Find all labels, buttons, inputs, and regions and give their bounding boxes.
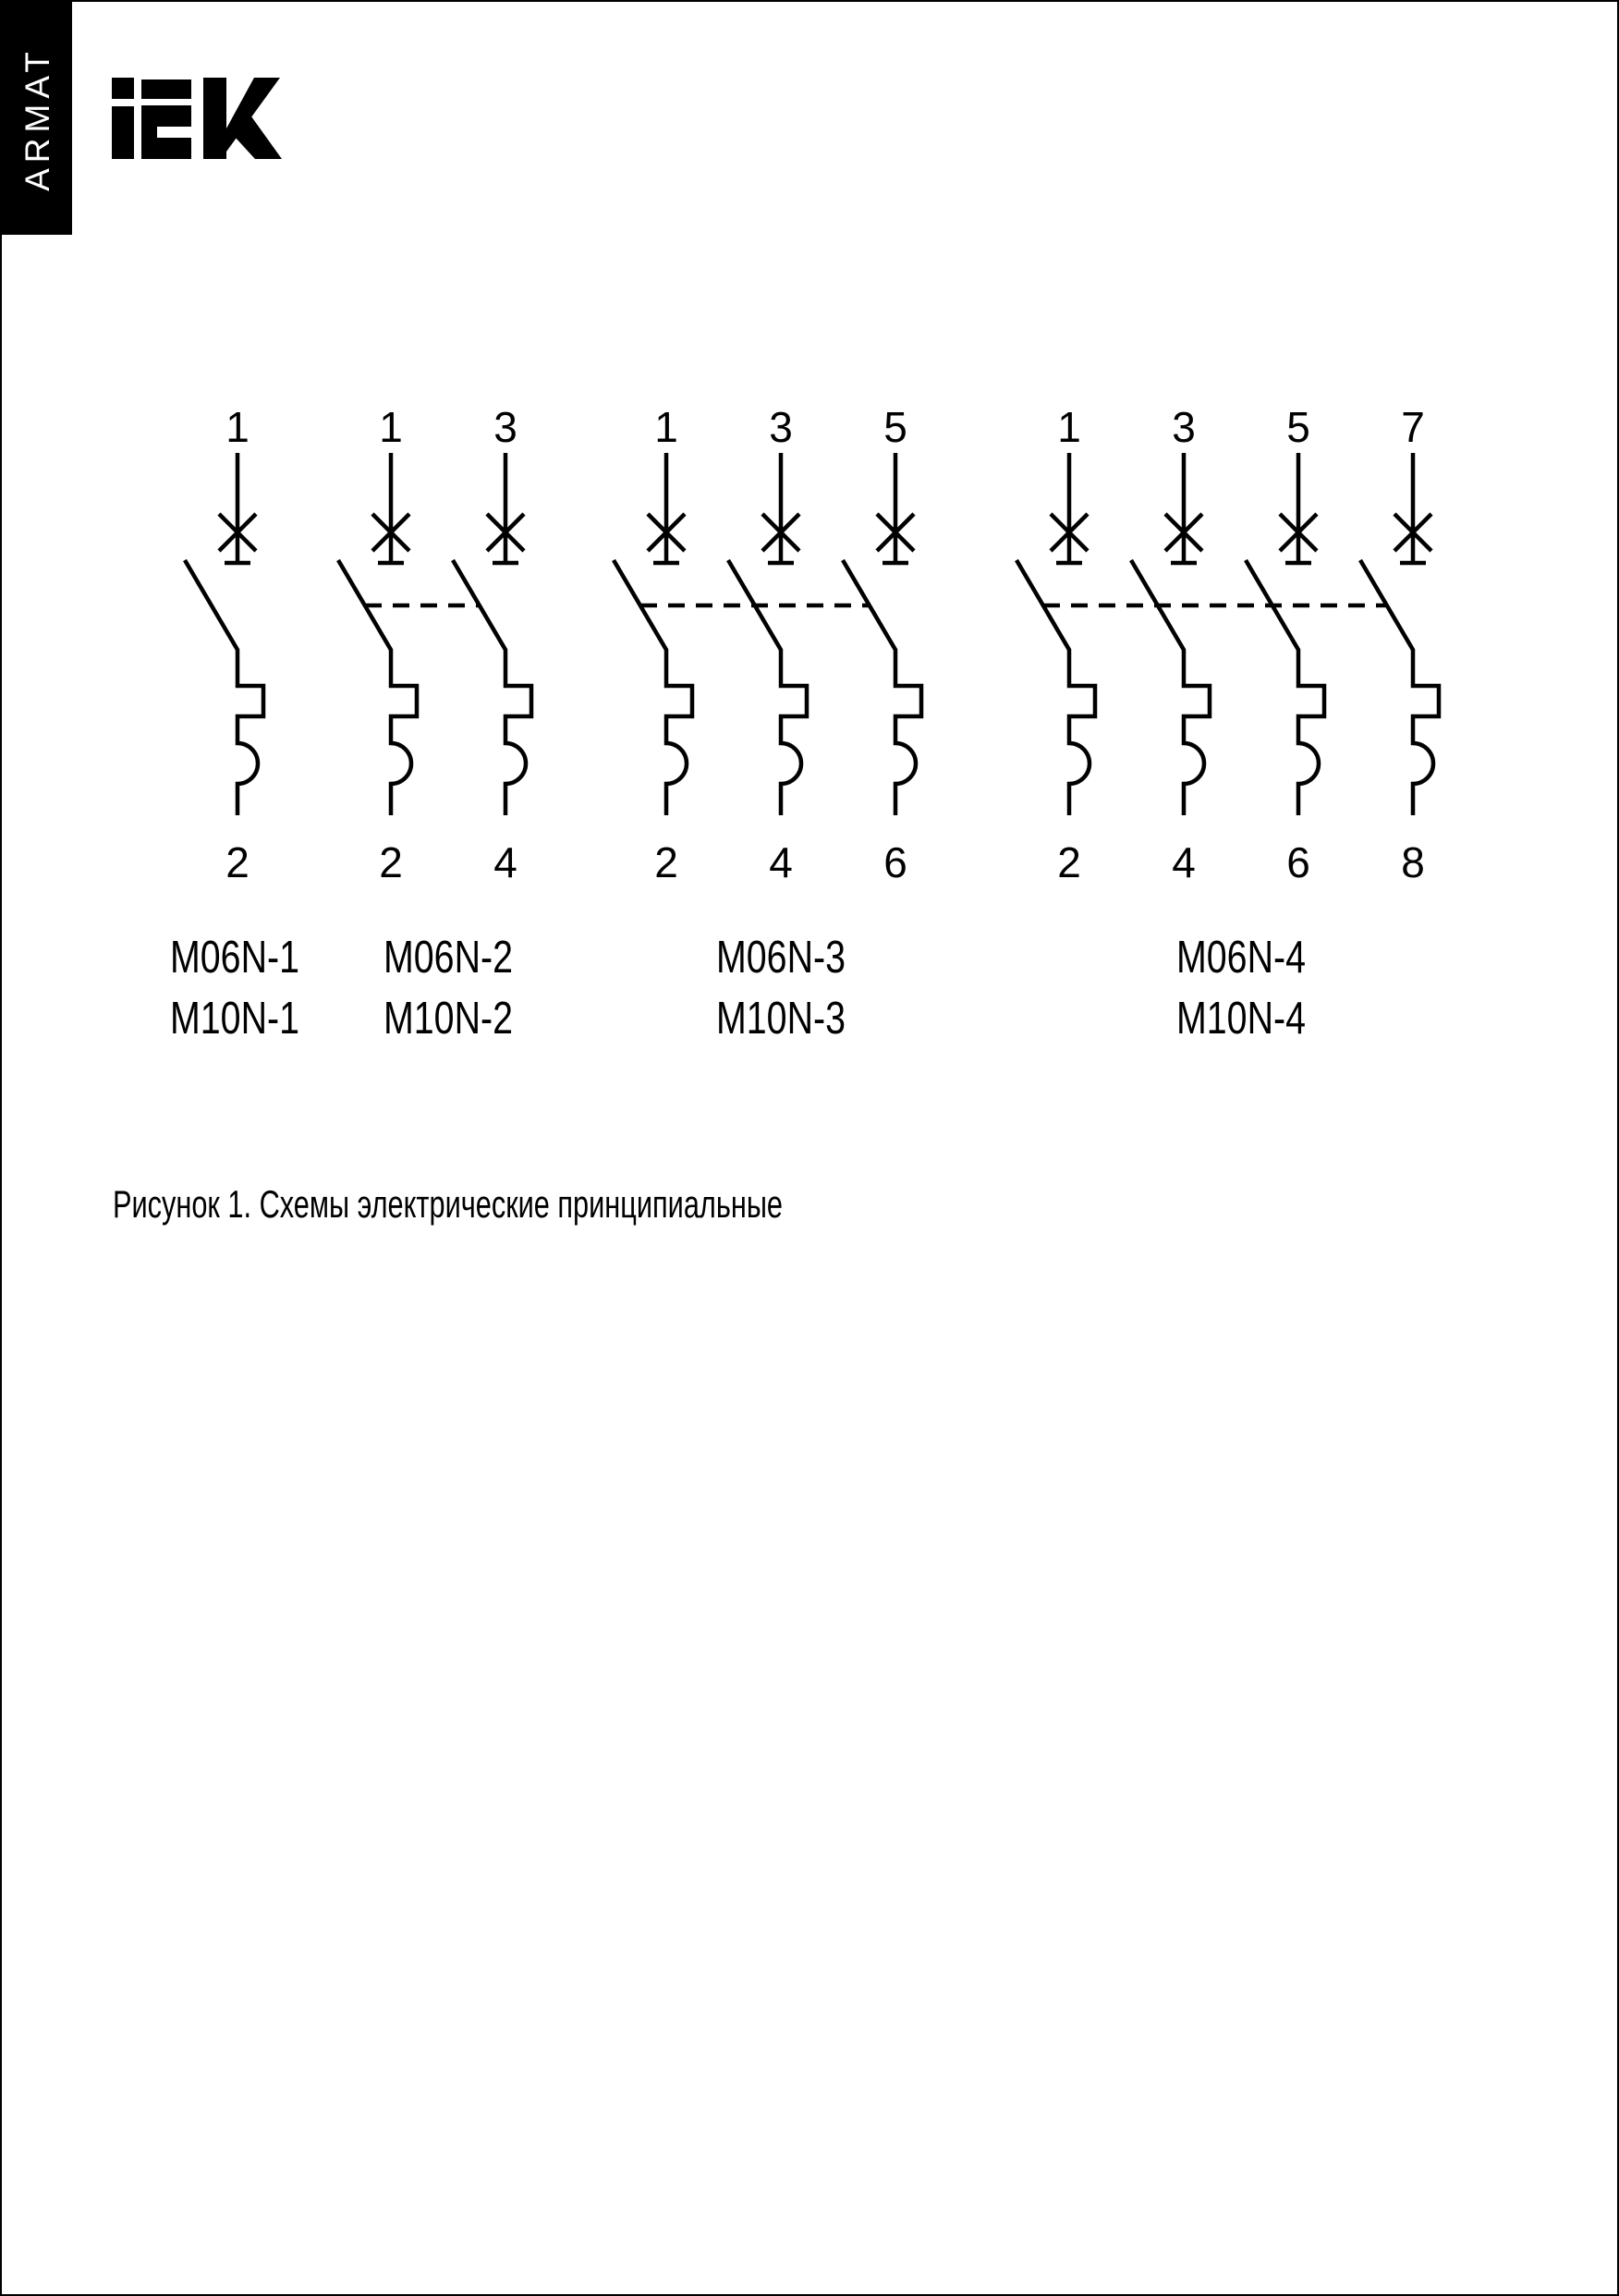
- schematic-figure: [2, 390, 1619, 1240]
- breaker-pole-symbol: [1246, 453, 1324, 815]
- terminal-number-top: 1: [1057, 403, 1081, 451]
- terminal-number-top: 1: [379, 403, 403, 451]
- terminal-number-bottom: 6: [883, 838, 907, 886]
- diagram-group-4: [1016, 403, 1439, 1044]
- breaker-pole-symbol: [185, 453, 263, 815]
- terminal-number-bottom: 4: [769, 838, 793, 886]
- breaker-pole-symbol: [614, 453, 692, 815]
- terminal-number-bottom: 2: [1057, 838, 1081, 886]
- diagram-group-1: [170, 403, 299, 1044]
- breaker-pole-symbol: [338, 453, 417, 815]
- terminal-number-top: 7: [1401, 403, 1425, 451]
- terminal-number-bottom: 6: [1286, 838, 1310, 886]
- terminal-number-top: 3: [493, 403, 517, 451]
- logo-i-dot: [112, 78, 134, 99]
- figure-caption: Рисунок 1. Схемы электрические принципиальные: [113, 1182, 783, 1226]
- breaker-pole-symbol: [1016, 453, 1095, 815]
- model-label: M10N-2: [383, 994, 513, 1044]
- armat-label: ARMAT: [18, 45, 56, 191]
- terminal-number-bottom: 8: [1401, 838, 1425, 886]
- breaker-pole-symbol: [1360, 453, 1439, 815]
- armat-sidebar: [2, 2, 72, 235]
- terminal-number-top: 5: [1286, 403, 1310, 451]
- terminal-number-top: 1: [225, 403, 250, 451]
- terminal-number-bottom: 2: [379, 838, 403, 886]
- breaker-pole-symbol: [1131, 453, 1210, 815]
- diagram-group-2: [338, 403, 531, 1044]
- iek-logo-glyphs: [112, 78, 282, 159]
- terminal-number-top: 3: [1172, 403, 1196, 451]
- breaker-pole-symbol: [843, 453, 921, 815]
- model-label: M06N-4: [1176, 933, 1306, 983]
- terminal-number-top: 1: [654, 403, 678, 451]
- logo-k-stem: [203, 78, 226, 159]
- iek-logo: [112, 78, 282, 159]
- diagram-group-3: [614, 403, 921, 1044]
- logo-e-block: [141, 105, 191, 159]
- terminal-number-bottom: 4: [493, 838, 517, 886]
- model-label: M06N-1: [170, 933, 299, 983]
- logo-i-stem: [112, 106, 134, 159]
- terminal-number-top: 3: [769, 403, 793, 451]
- terminal-number-top: 5: [883, 403, 907, 451]
- terminal-number-bottom: 2: [654, 838, 678, 886]
- model-label: M10N-3: [716, 994, 846, 1044]
- model-label: M06N-3: [716, 933, 846, 983]
- terminal-number-bottom: 2: [225, 838, 250, 886]
- terminal-number-bottom: 4: [1172, 838, 1196, 886]
- model-label: M10N-4: [1176, 994, 1306, 1044]
- breaker-pole-symbol: [453, 453, 531, 815]
- model-label: M10N-1: [170, 994, 299, 1044]
- logo-e-top-bar: [141, 79, 191, 99]
- model-label: M06N-2: [383, 933, 513, 983]
- breaker-pole-symbol: [728, 453, 807, 815]
